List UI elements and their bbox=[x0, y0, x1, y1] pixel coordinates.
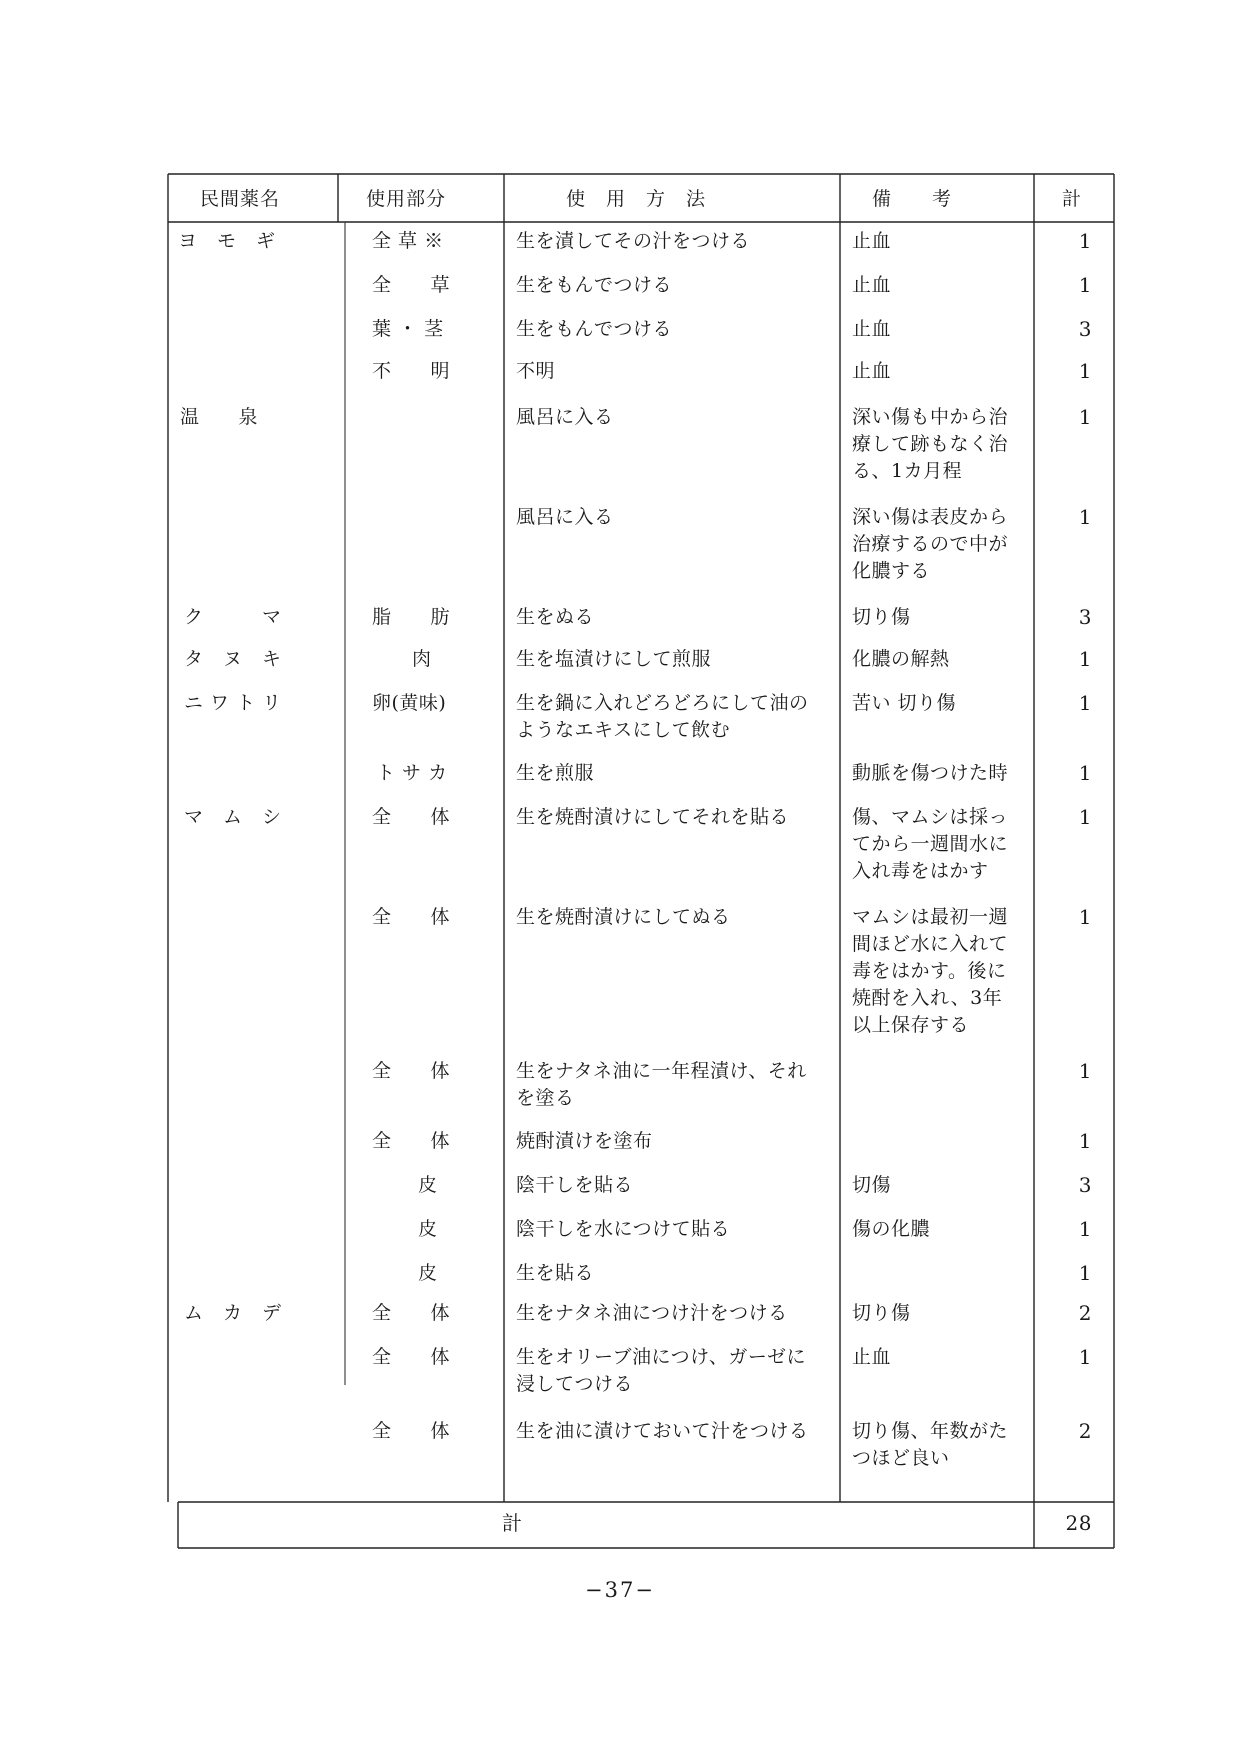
row-part: 全 体 bbox=[372, 806, 451, 828]
row-count: 2 bbox=[1078, 1301, 1092, 1325]
row-part: 全 体 bbox=[372, 906, 451, 928]
row-note: マムシは最初一週 間ほど水に入れて 毒をはかす。後に 焼酎を入れ、3年 以上保存する bbox=[852, 906, 1009, 1036]
row-method: 生を油に漬けておいて汁をつける bbox=[516, 1420, 809, 1442]
row-method: 生をぬる bbox=[516, 606, 595, 628]
row-method: 不明 bbox=[516, 360, 556, 382]
row-count: 1 bbox=[1078, 229, 1092, 253]
row-note: 苦い 切り傷 bbox=[852, 692, 957, 714]
row-note: 化膿の解熱 bbox=[852, 648, 950, 670]
row-method: 生をもんでつける bbox=[516, 318, 673, 340]
row-method: 風呂に入る bbox=[516, 506, 614, 528]
row-note: 止血 bbox=[852, 360, 892, 382]
header-name: 民間薬名 bbox=[200, 188, 281, 210]
row-count: 1 bbox=[1078, 273, 1092, 297]
row-count: 3 bbox=[1078, 1173, 1092, 1197]
row-note: 止血 bbox=[852, 318, 892, 340]
row-part: 全 体 bbox=[372, 1302, 451, 1324]
row-note: 深い傷は表皮から 治療するので中が 化膿する bbox=[852, 506, 1009, 582]
row-name: ヨ モ ギ bbox=[178, 230, 276, 252]
row-name: ク マ bbox=[184, 606, 282, 628]
row-part: 皮 bbox=[418, 1262, 438, 1284]
row-part: 脂 肪 bbox=[372, 606, 451, 628]
row-method: 風呂に入る bbox=[516, 406, 614, 428]
row-note: 切り傷 bbox=[852, 606, 911, 628]
row-part: 不 明 bbox=[372, 360, 451, 382]
row-note: 止血 bbox=[852, 274, 892, 296]
header-count: 計 bbox=[1062, 188, 1083, 210]
row-method: 生をナタネ油に一年程漬け、それ を塗る bbox=[516, 1060, 807, 1109]
row-count: 3 bbox=[1078, 317, 1092, 341]
header-method: 使 用 方 法 bbox=[566, 188, 707, 210]
row-method: 生をもんでつける bbox=[516, 274, 673, 296]
row-count: 1 bbox=[1078, 647, 1092, 671]
row-name: ム カ デ bbox=[184, 1302, 282, 1324]
row-part: 皮 bbox=[418, 1218, 438, 1240]
row-part: 全 体 bbox=[372, 1130, 451, 1152]
row-count: 1 bbox=[1078, 1345, 1092, 1369]
row-part: 葉 ・ 茎 bbox=[372, 318, 444, 340]
row-count: 1 bbox=[1078, 1217, 1092, 1241]
row-method: 生をナタネ油につけ汁をつける bbox=[516, 1302, 788, 1324]
row-method: 生を漬してその汁をつける bbox=[516, 230, 751, 252]
row-name: ニ ワ ト リ bbox=[184, 692, 282, 714]
row-name: マ ム シ bbox=[184, 806, 282, 828]
row-part: 皮 bbox=[418, 1174, 438, 1196]
row-method: 生を煎服 bbox=[516, 762, 595, 784]
header-note: 備 考 bbox=[872, 188, 953, 210]
row-count: 1 bbox=[1078, 805, 1092, 829]
row-note: 止血 bbox=[852, 230, 892, 252]
row-method: 陰干しを水につけて貼る bbox=[516, 1218, 731, 1240]
row-count: 1 bbox=[1078, 761, 1092, 785]
row-note: 傷の化膿 bbox=[852, 1218, 931, 1240]
row-count: 1 bbox=[1078, 1059, 1092, 1083]
row-note: 傷、マムシは採っ てから一週間水に 入れ毒をはかす bbox=[852, 806, 1009, 882]
total-label: 計 bbox=[502, 1511, 523, 1535]
row-count: 1 bbox=[1078, 1261, 1092, 1285]
row-note: 切傷 bbox=[852, 1174, 892, 1196]
row-part: 卵(黄味) bbox=[372, 692, 447, 714]
row-count: 1 bbox=[1078, 405, 1092, 429]
total-value: 28 bbox=[1065, 1511, 1092, 1535]
row-part: 全 体 bbox=[372, 1420, 451, 1442]
row-count: 1 bbox=[1078, 1129, 1092, 1153]
row-part: ト サ カ bbox=[376, 762, 448, 784]
row-count: 1 bbox=[1078, 359, 1092, 383]
row-method: 生を焼酎漬けにしてそれを貼る bbox=[516, 806, 790, 828]
row-note: 動脈を傷つけた時 bbox=[852, 762, 1009, 784]
row-note: 切り傷、年数がた つほど良い bbox=[852, 1420, 1009, 1469]
page-number: −37− bbox=[585, 1578, 655, 1602]
row-method: 焼酎漬けを塗布 bbox=[516, 1130, 653, 1152]
row-part: 全 草 bbox=[372, 274, 451, 296]
row-note: 深い傷も中から治 療して跡もなく治 る、1カ月程 bbox=[852, 406, 1009, 482]
row-part: 全 体 bbox=[372, 1346, 451, 1368]
row-name: 温 泉 bbox=[180, 406, 259, 428]
row-part: 全 草 ※ bbox=[372, 230, 444, 252]
row-count: 2 bbox=[1078, 1419, 1092, 1443]
header-part: 使用部分 bbox=[366, 188, 447, 210]
row-part: 肉 bbox=[412, 648, 432, 670]
row-count: 1 bbox=[1078, 505, 1092, 529]
row-method: 生を鍋に入れどろどろにして油の ようなエキスにして飲む bbox=[516, 692, 809, 741]
row-count: 3 bbox=[1078, 605, 1092, 629]
row-count: 1 bbox=[1078, 691, 1092, 715]
row-method: 生を貼る bbox=[516, 1262, 595, 1284]
row-count: 1 bbox=[1078, 905, 1092, 929]
row-part: 全 体 bbox=[372, 1060, 451, 1082]
row-method: 生を塩漬けにして煎服 bbox=[516, 648, 712, 670]
row-method: 陰干しを貼る bbox=[516, 1174, 634, 1196]
row-note: 切り傷 bbox=[852, 1302, 911, 1324]
row-note: 止血 bbox=[852, 1346, 892, 1368]
row-name: タ ヌ キ bbox=[184, 648, 282, 670]
row-method: 生をオリーブ油につけ、ガーゼに 浸してつける bbox=[516, 1346, 807, 1395]
row-method: 生を焼酎漬けにしてぬる bbox=[516, 906, 731, 928]
